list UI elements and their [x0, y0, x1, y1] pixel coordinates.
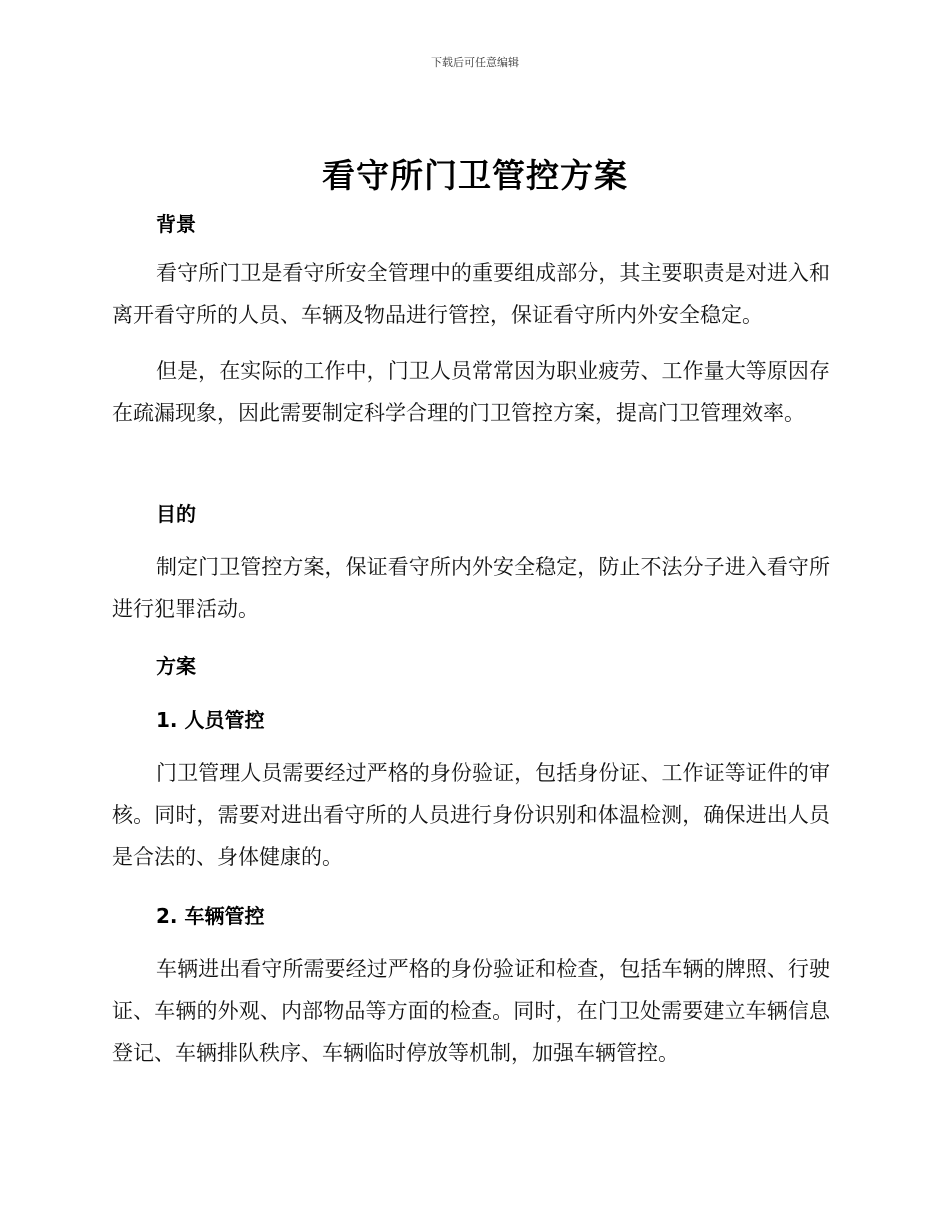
paragraph-background-2: 但是，在实际的工作中，门卫人员常常因为职业疲劳、工作量大等原因存在疏漏现象，因此需要制定科学合理的门卫管控方案，提高门卫管理效率。	[112, 359, 830, 425]
heading-personnel-control: 1. 人员管控	[156, 708, 265, 732]
page-header-note: 下载后可任意编辑	[431, 56, 519, 69]
paragraph-vehicle-control: 车辆进出看守所需要经过严格的身份验证和检查，包括车辆的牌照、行驶证、车辆的外观、内部物品等方面的检查。同时，在门卫处需要建立车辆信息登记、车辆排队秩序、车辆临时停放等机制，加强车辆管控。	[112, 957, 830, 1065]
heading-vehicle-control: 2. 车辆管控	[156, 904, 265, 928]
heading-background: 背景	[156, 212, 196, 236]
paragraph-purpose-1: 制定门卫管控方案，保证看守所内外安全稳定，防止不法分子进入看守所进行犯罪活动。	[112, 555, 830, 621]
heading-purpose: 目的	[156, 502, 196, 526]
heading-plan: 方案	[156, 654, 196, 678]
paragraph-personnel-control: 门卫管理人员需要经过严格的身份验证，包括身份证、工作证等证件的审核。同时，需要对进出看守所的人员进行身份识别和体温检测，确保进出人员是合法的、身体健康的。	[112, 761, 830, 869]
paragraph-background-1: 看守所门卫是看守所安全管理中的重要组成部分，其主要职责是对进入和离开看守所的人员、车辆及物品进行管控，保证看守所内外安全稳定。	[112, 261, 830, 327]
document-title: 看守所门卫管控方案	[322, 156, 628, 195]
